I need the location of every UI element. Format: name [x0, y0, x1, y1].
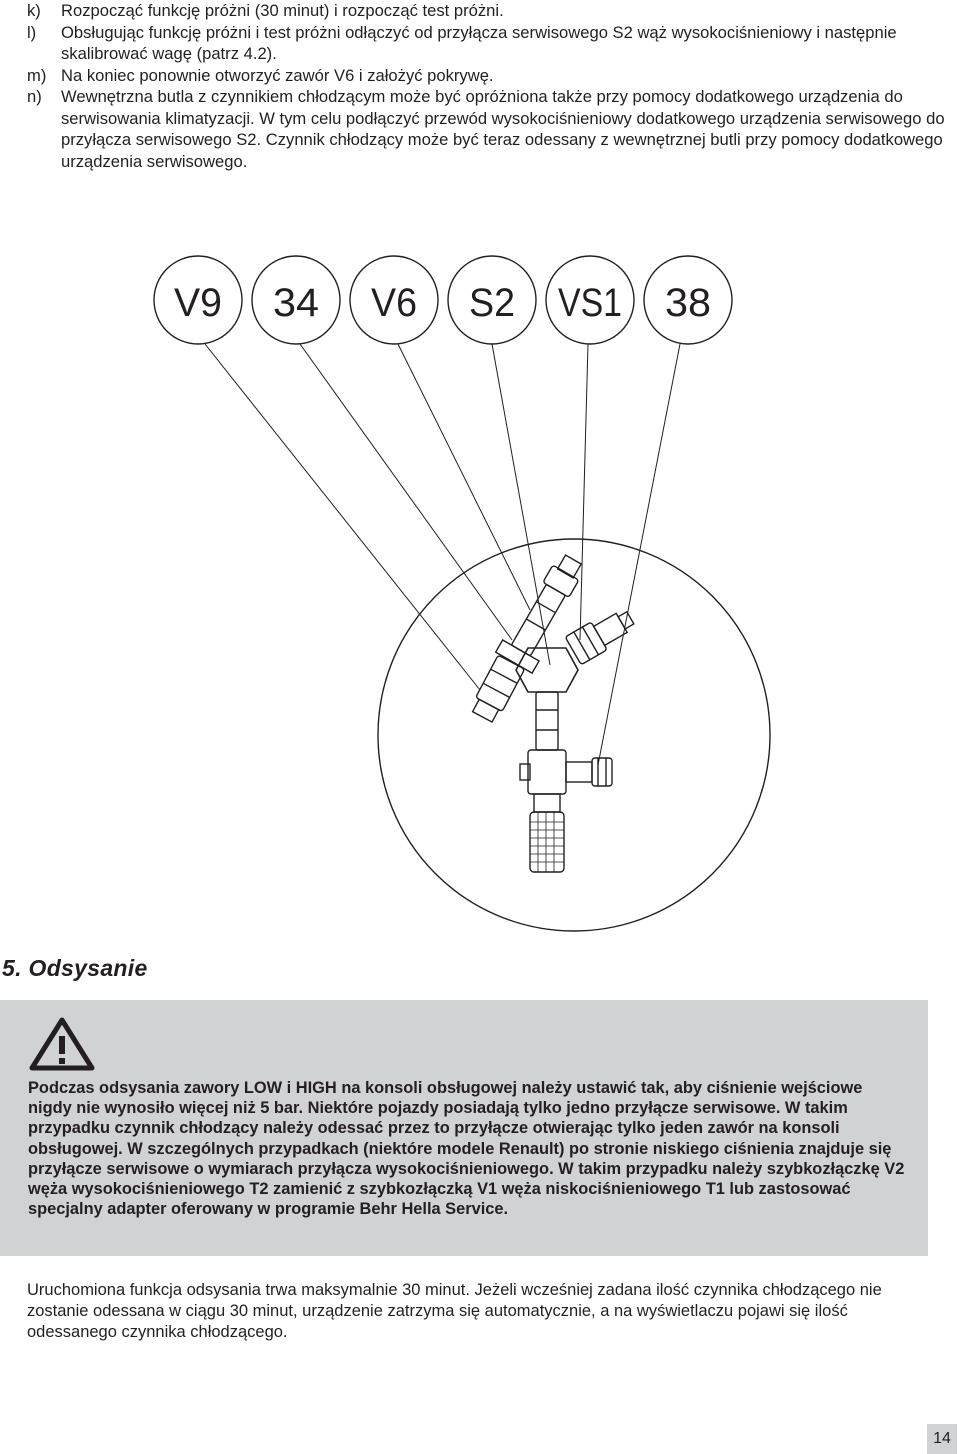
left-angled-arm	[496, 549, 592, 673]
step-text: Wewnętrzna butla z czynnikiem chłodzącym może być opróżniona także przy pomocy dodatkowego urządzenia do serwisowania klimatyzacji. W tym celu podłączyć przewód wysokociśnieniowy dodatkowego urządzenia serwisowego do przyłącza serwisowego S2. Czynnik chłodzący może być teraz odessany z wewnętrznej butli przy pomocy dodatkowego urządzenia serwisowego.	[61, 87, 945, 171]
valve-block-diagram	[0, 240, 960, 940]
section-number: 5.	[2, 955, 22, 981]
step-text: Rozpocząć funkcję próżni (30 minut) i rozpocząć test próżni.	[61, 1, 504, 20]
step-label: n)	[27, 87, 42, 106]
body-paragraph: Uruchomiona funkcja odsysania trwa maksymalnie 30 minut. Jeżeli wcześniej zadana ilość czynnika chłodzącego nie zostanie odessana w ciągu 30 minut, urządzenie zatrzyma się automatycznie, a na wyświetlaczu pojawi się ilość odessanego czynnika chłodzącego.	[27, 1281, 882, 1341]
lower-left-arm	[469, 655, 525, 724]
pressure-sensor	[565, 604, 638, 665]
steps-list	[27, 0, 947, 172]
callout-label-v9: V9	[174, 281, 222, 325]
callout-label-38: 38	[665, 281, 711, 325]
leader-line-s2	[492, 344, 550, 665]
step-item	[27, 22, 947, 65]
step-item	[27, 65, 947, 87]
valve-stem	[536, 692, 558, 750]
callout-label-v6: V6	[371, 281, 417, 325]
callout-label-s2: S2	[469, 281, 515, 325]
tee-junction	[528, 750, 566, 794]
step-text: Na koniec ponownie otworzyć zawór V6 i założyć pokrywę.	[61, 65, 494, 85]
warning-triangle-icon	[28, 1016, 96, 1072]
detail-circle	[378, 539, 770, 931]
step-text: Obsługując funkcję próżni i test próżni odłączyć od przyłącza serwisowego S2 wąż wysokociśnieniowy i następnie skalibrować wagę (patrz 4.2).	[61, 22, 897, 63]
section-heading	[2, 955, 148, 982]
page-number: 14	[927, 1424, 957, 1454]
leader-line-38	[598, 344, 680, 765]
step-item	[27, 0, 947, 22]
step-item	[27, 86, 947, 172]
step-label: k)	[27, 1, 41, 20]
step-label: m)	[27, 65, 47, 85]
callout-label-vs1: VS1	[558, 281, 622, 325]
quick-coupler	[530, 812, 564, 872]
warning-box	[0, 1000, 928, 1256]
leader-line-v6	[398, 344, 530, 610]
leader-line-vs1	[580, 344, 588, 640]
callout-label-34: 34	[273, 281, 319, 325]
leader-line-34	[300, 344, 512, 640]
warning-text: Podczas odsysania zawory LOW i HIGH na konsoli obsługowej należy ustawić tak, aby ciśnienie wejściowe nigdy nie wynosiło więcej niż 5 bar. Niektóre pojazdy posiadają tylko jedno przyłącze serwisowe. W takim przypadku czynnik chłodzący należy odessać przez to przyłącze otwierając tylko jeden zawór na konsoli obsługowej. W szczególnych przypadkach (niektóre modele Renault) po stronie niskiego ciśnienia znajduje się przyłącze serwisowe o wymiarach przyłącza wysokociśnieniowego. W takim przypadku należy szybkozłączkę V2 węża wysokociśnieniowego T2 zamienić z szybkozłączką V1 węża niskociśnieniowego T1 lub zastosować specjalny adapter oferowany w programie Behr Hella Service.	[28, 1079, 905, 1219]
section-title: Odsysanie	[28, 955, 148, 981]
leader-line-v9	[205, 344, 480, 690]
step-label: l)	[27, 22, 37, 42]
side-port	[566, 762, 592, 782]
